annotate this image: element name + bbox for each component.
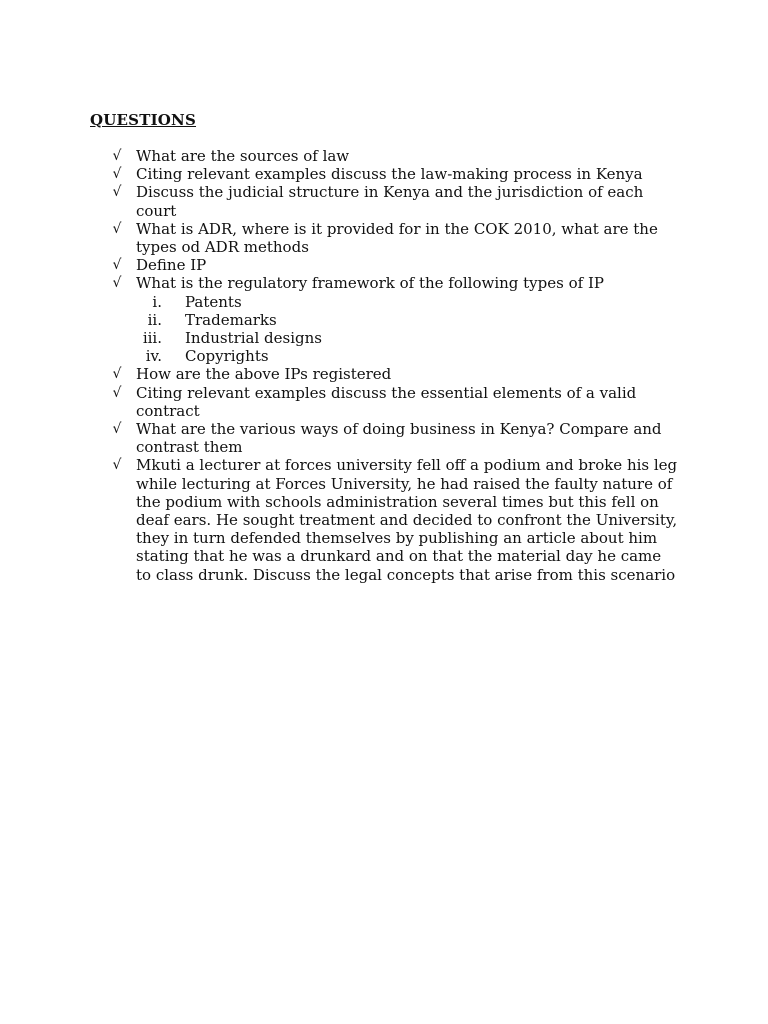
question-text: Discuss the judicial structure in Kenya and the jurisdiction of each court bbox=[136, 183, 644, 220]
ip-type-item bbox=[136, 329, 680, 347]
checkmark-icon: √ bbox=[112, 384, 122, 401]
checkmark-icon: √ bbox=[112, 184, 122, 201]
ip-type-text: Copyrights bbox=[185, 347, 269, 366]
question-text: Citing relevant examples discuss the law-making process in Kenya bbox=[136, 165, 643, 184]
question-text: Citing relevant examples discuss the essential elements of a valid contract bbox=[136, 383, 637, 420]
question-item bbox=[110, 147, 680, 165]
ip-type-item bbox=[136, 311, 680, 329]
checkmark-icon: √ bbox=[112, 166, 122, 183]
question-text: What are the various ways of doing business in Kenya? Compare and contrast them bbox=[136, 420, 662, 457]
question-item bbox=[110, 183, 680, 219]
question-text: Mkuti a lecturer at forces university fell off a podium and broke his leg while lecturing at Forces University, he had raised the faulty nature of the podium with schools administration several times but this fell on deaf ears. He sought treatment and decided to confront the University, they in turn defended themselves by publishing an article about him stating that he was a drunkard and on that the material day he came to class drunk. Discuss the legal concepts that arise from this scenario bbox=[136, 456, 678, 584]
ip-types-list bbox=[136, 293, 680, 366]
question-item bbox=[110, 365, 680, 383]
ip-type-item bbox=[136, 293, 680, 311]
ip-type-text: Trademarks bbox=[185, 310, 277, 329]
checkmark-icon: √ bbox=[112, 421, 122, 438]
checkmark-icon: √ bbox=[112, 366, 122, 383]
checkmark-icon: √ bbox=[112, 257, 122, 274]
question-text: How are the above IPs registered bbox=[136, 365, 392, 384]
checkmark-icon: √ bbox=[112, 275, 122, 292]
checkmark-icon: √ bbox=[112, 457, 122, 474]
question-item bbox=[110, 220, 680, 256]
roman-numeral: i. bbox=[152, 292, 162, 311]
roman-numeral: iv. bbox=[145, 347, 162, 366]
ip-type-text: Patents bbox=[185, 292, 242, 311]
question-item bbox=[110, 274, 680, 365]
question-item bbox=[110, 456, 680, 583]
ip-type-item bbox=[136, 347, 680, 365]
question-item bbox=[110, 420, 680, 456]
question-text: What are the sources of law bbox=[136, 147, 350, 165]
page-heading: QUESTIONS bbox=[90, 111, 197, 129]
question-item bbox=[110, 384, 680, 420]
roman-numeral: iii. bbox=[142, 329, 162, 348]
checkmark-icon: √ bbox=[112, 148, 122, 164]
question-item bbox=[110, 256, 680, 274]
ip-type-text: Industrial designs bbox=[185, 329, 322, 348]
roman-numeral: ii. bbox=[147, 310, 162, 329]
checkmark-icon: √ bbox=[112, 220, 122, 237]
question-text: Define IP bbox=[136, 256, 207, 275]
question-text: What is the regulatory framework of the following types of IP bbox=[136, 274, 604, 293]
question-list bbox=[110, 147, 680, 584]
question-item bbox=[110, 165, 680, 183]
question-text: What is ADR, where is it provided for in the COK 2010, what are the types od ADR methods bbox=[136, 219, 658, 257]
